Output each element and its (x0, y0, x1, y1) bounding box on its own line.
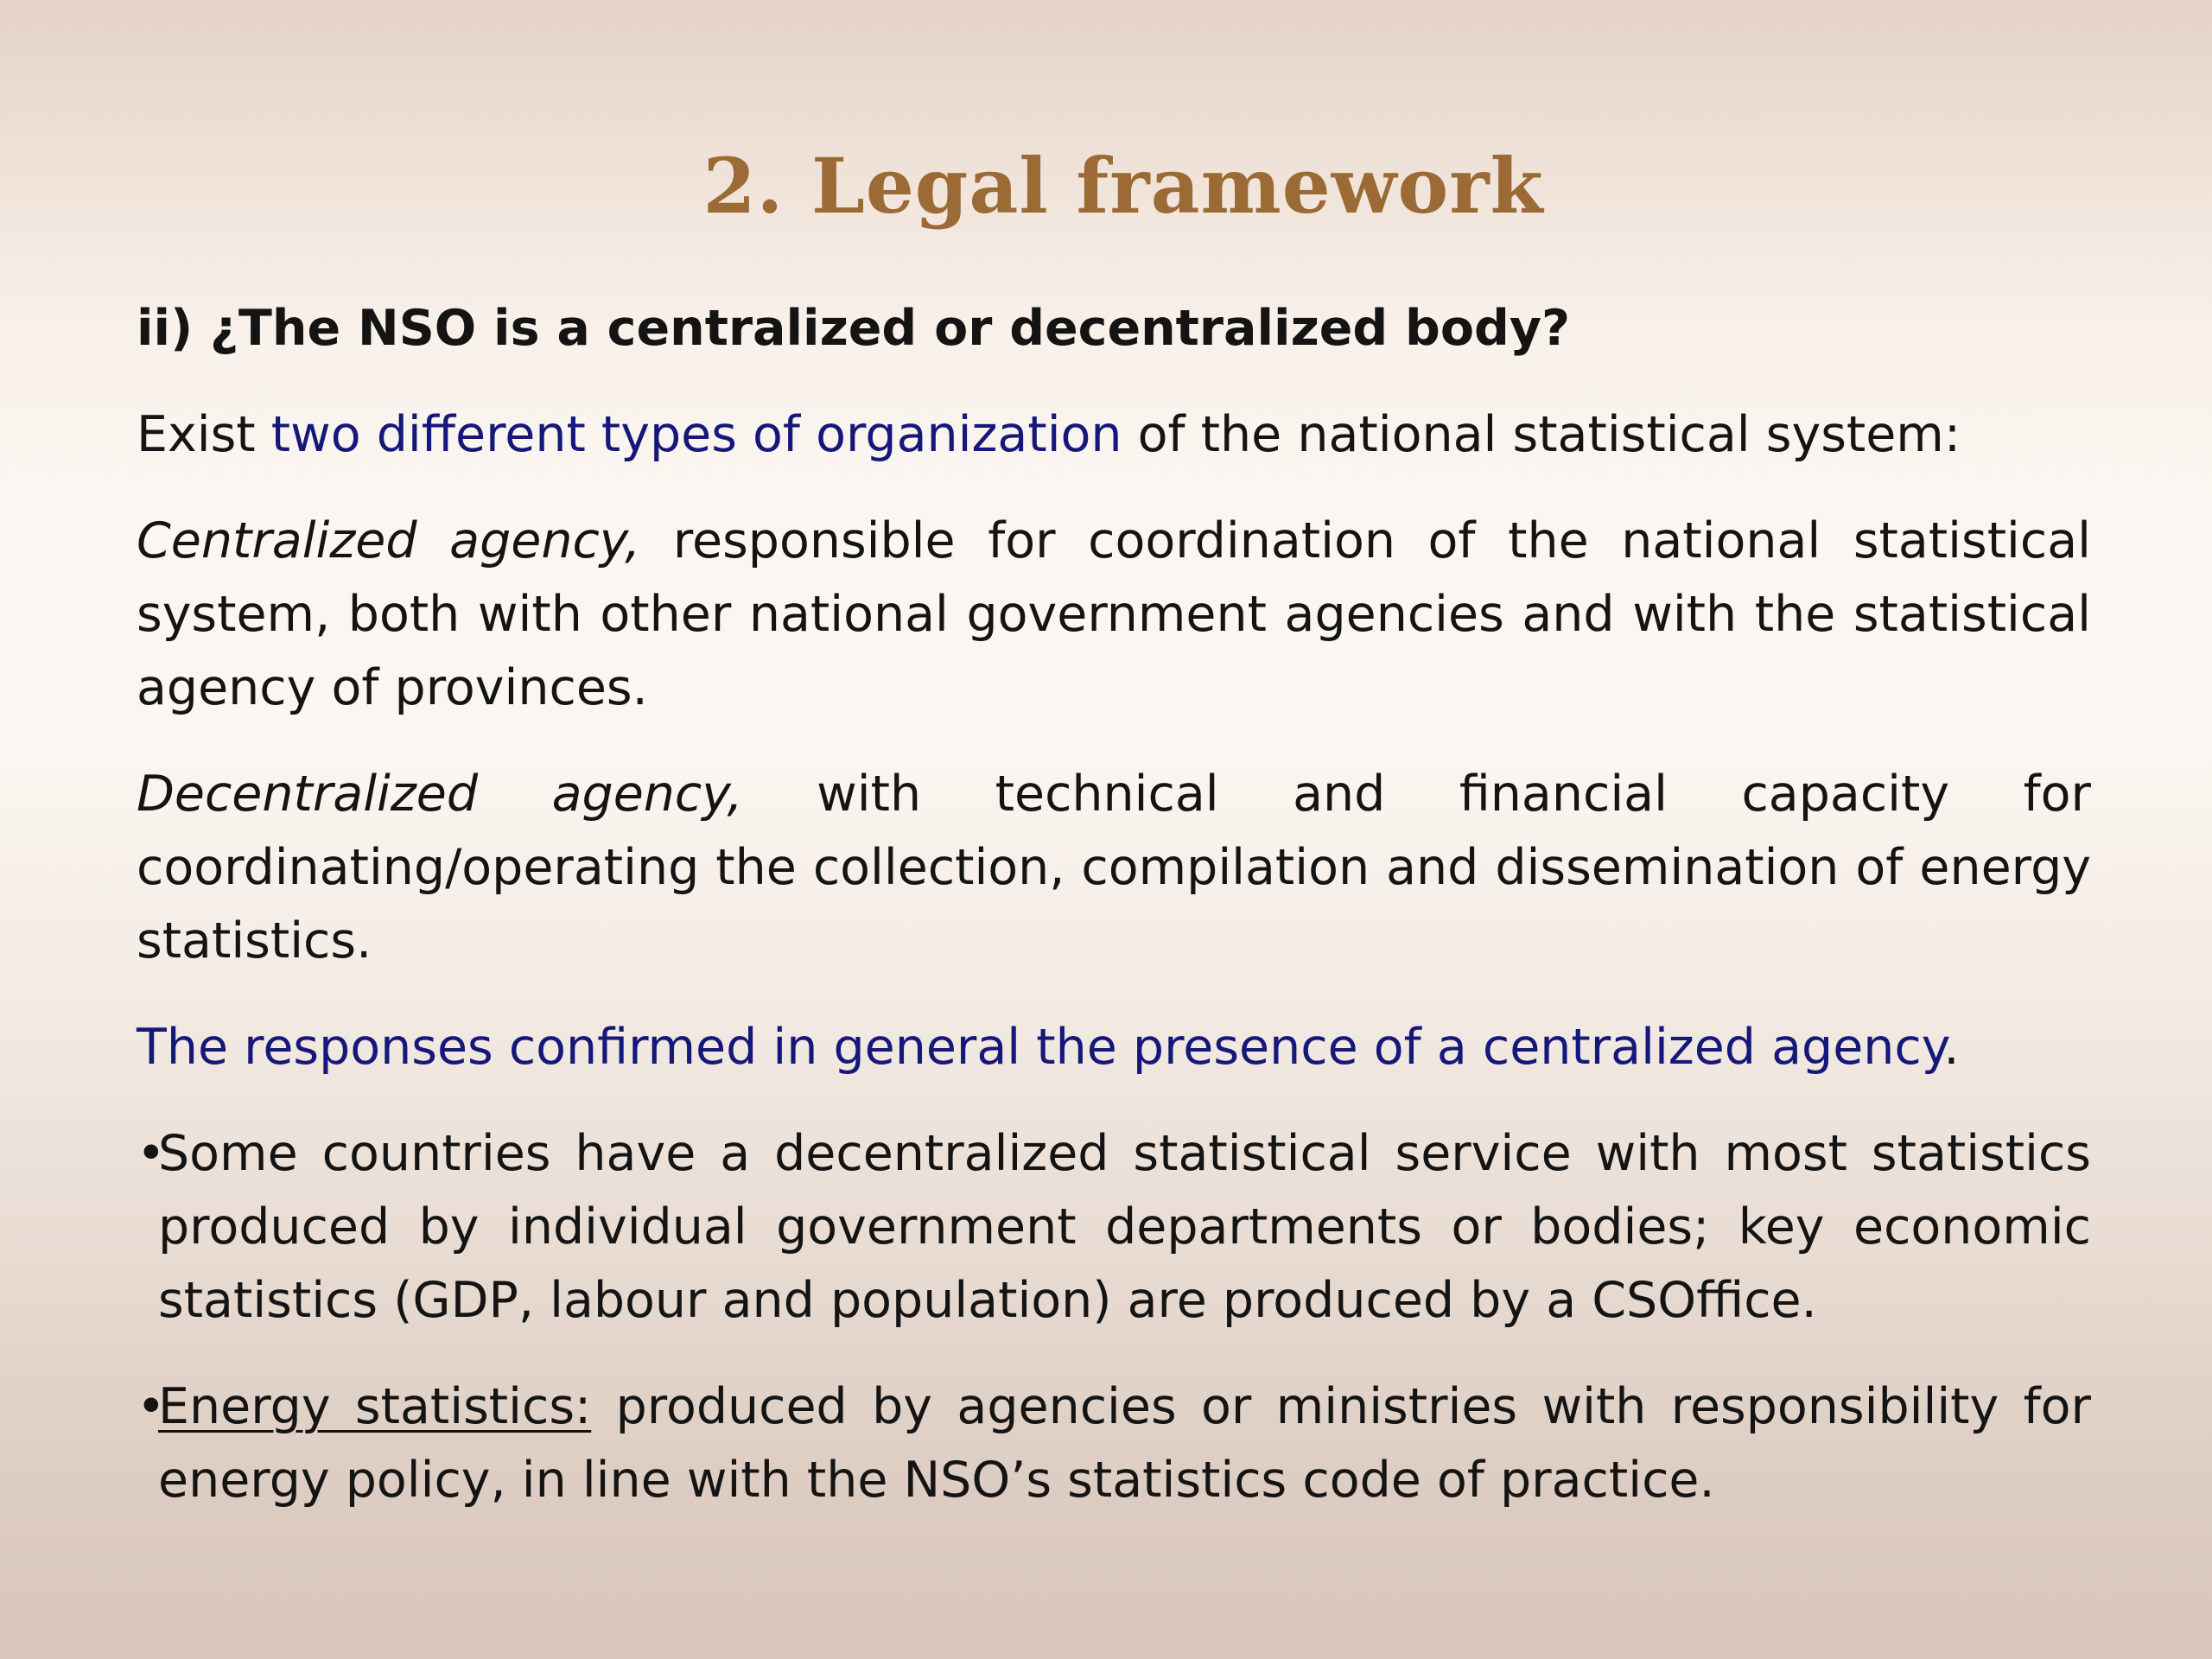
slide-title: 2. Legal framework (702, 141, 1544, 231)
intro-text-post: of the national statistical system: (1122, 406, 1961, 463)
centralized-term: Centralized agency, (137, 512, 641, 569)
decentralized-term: Decentralized agency, (137, 766, 743, 823)
decentralized-paragraph (137, 758, 2091, 978)
bullet-icon: • (137, 1125, 166, 1182)
intro-highlight: two different types of organization (270, 406, 1122, 463)
centralized-paragraph (137, 505, 2091, 725)
conclusion-highlight: The responses confirmed in general the presence of a centralized agency (137, 1019, 1944, 1076)
decentralized-text: with technical and financial capacity for coordinating/operating the collection, compilation and dissemination of energy statistics. (137, 766, 2091, 969)
intro-paragraph (137, 398, 2091, 472)
conclusion-paragraph (137, 1011, 2091, 1084)
centralized-text: responsible for coordination of the national statistical system, both with other national government agencies and with the statistical agency of provinces. (137, 512, 2091, 716)
bullet-item-decentralized-countries (137, 1117, 2091, 1338)
intro-text-pre: Exist (137, 406, 271, 463)
slide-content (137, 292, 2091, 1550)
bullet-item-energy-statistics (137, 1370, 2091, 1517)
energy-statistics-term: Energy statistics: (158, 1378, 592, 1435)
bullet-text: produced by agencies or ministries with responsibility for energy policy, in line with the NSO’s statistics code of practice. (158, 1378, 2091, 1509)
bullet-text: Some countries have a decentralized statistical service with most statistics produced by individual government departments or bodies; key economic statistics (GDP, labour and population) are produced by a CSOffice. (158, 1125, 2091, 1329)
question-heading: ii) ¿The NSO is a centralized or decentralized body? (137, 300, 1571, 357)
bullet-icon: • (137, 1378, 166, 1435)
conclusion-post: . (1943, 1019, 1960, 1076)
